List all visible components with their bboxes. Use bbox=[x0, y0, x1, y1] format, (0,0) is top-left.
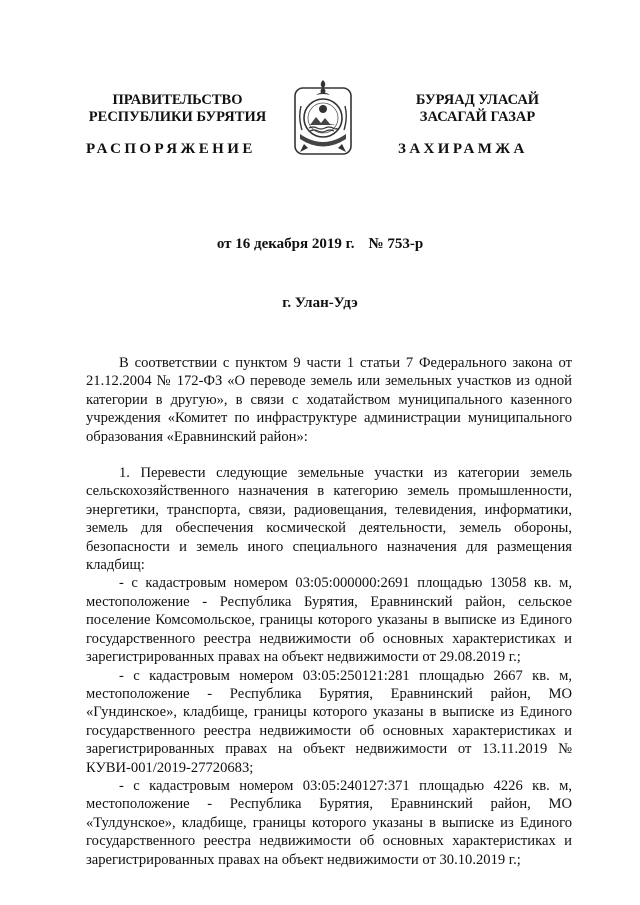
coat-of-arms-icon bbox=[292, 78, 354, 158]
header-left bbox=[85, 92, 270, 126]
government-title-buryat-line1: БУРЯАД УЛАСАЙ bbox=[415, 92, 540, 108]
plot-3-paragraph: - с кадастровым номером 03:05:240127:371 площадью 4226 кв. м, местоположение - Республика Бурятия, Еравнинский район, МО «Тулдунское», кладбище, границы которого указаны в выписке из Единого государственного реестра недвижимости об основных характеристиках и зарегистрированных правах на объект недвижимости от 30.10.2019 г.; bbox=[86, 777, 572, 868]
government-title-line1: ПРАВИТЕЛЬСТВО bbox=[112, 92, 243, 108]
document-city: г. Улан-Удэ bbox=[282, 295, 358, 311]
plot-2-paragraph: - с кадастровым номером 03:05:250121:281 площадью 2667 кв. м, местоположение - Республика Бурятия, Еравнинский район, МО «Гундинское», кладбище, границы которого указаны в выписке из Единого государственного реестра недвижимости об основных характеристиках и зарегистрированных правах на объект недвижимости от 13.11.2019 № КУВИ-001/2019-27720683; bbox=[86, 667, 572, 776]
government-title-line2: РЕСПУБЛИКИ БУРЯТИЯ bbox=[88, 109, 267, 125]
document-body bbox=[86, 354, 572, 869]
document-date: от 16 декабря 2019 г. bbox=[216, 236, 355, 252]
document-number: № 753-р bbox=[368, 236, 424, 252]
item-1-paragraph: 1. Перевести следующие земельные участки из категории земель сельскохозяйственного назначения в категорию земель промышленности, энергетики, транспорта, связи, радиовещания, телевидения, информатики, земель для обеспечения космической деятельности, земель обороны, безопасности и земель иного специального назначения для размещения кладбищ: bbox=[86, 465, 572, 574]
plot-1-paragraph: - с кадастровым номером 03:05:000000:2691 площадью 13058 кв. м, местоположение - Республика Бурятия, Еравнинский район, сельское поселение Комсомольское, границы которого указаны в выписке из Единого государственного реестра недвижимости об основных характеристиках и зарегистрированных правах на объект недвижимости от 29.08.2019 г.; bbox=[86, 575, 572, 666]
document-type-buryat: ЗАХИРАМЖА bbox=[398, 141, 528, 157]
date-number-line bbox=[0, 236, 640, 253]
preamble-paragraph: В соответствии с пунктом 9 части 1 статьи 7 Федерального закона от 21.12.2004 № 172-ФЗ «О переводе земель или земельных участков из одной категории в другую», в связи с ходатайством муниципального казенного учреждения «Комитет по инфраструктуре администрации муниципального образования «Еравнинский район»: bbox=[86, 355, 572, 445]
government-title-buryat-line2: ЗАСАГАЙ ГАЗАР bbox=[419, 109, 536, 125]
document-type-russian: РАСПОРЯЖЕНИЕ bbox=[86, 141, 256, 157]
header-right bbox=[385, 92, 570, 126]
